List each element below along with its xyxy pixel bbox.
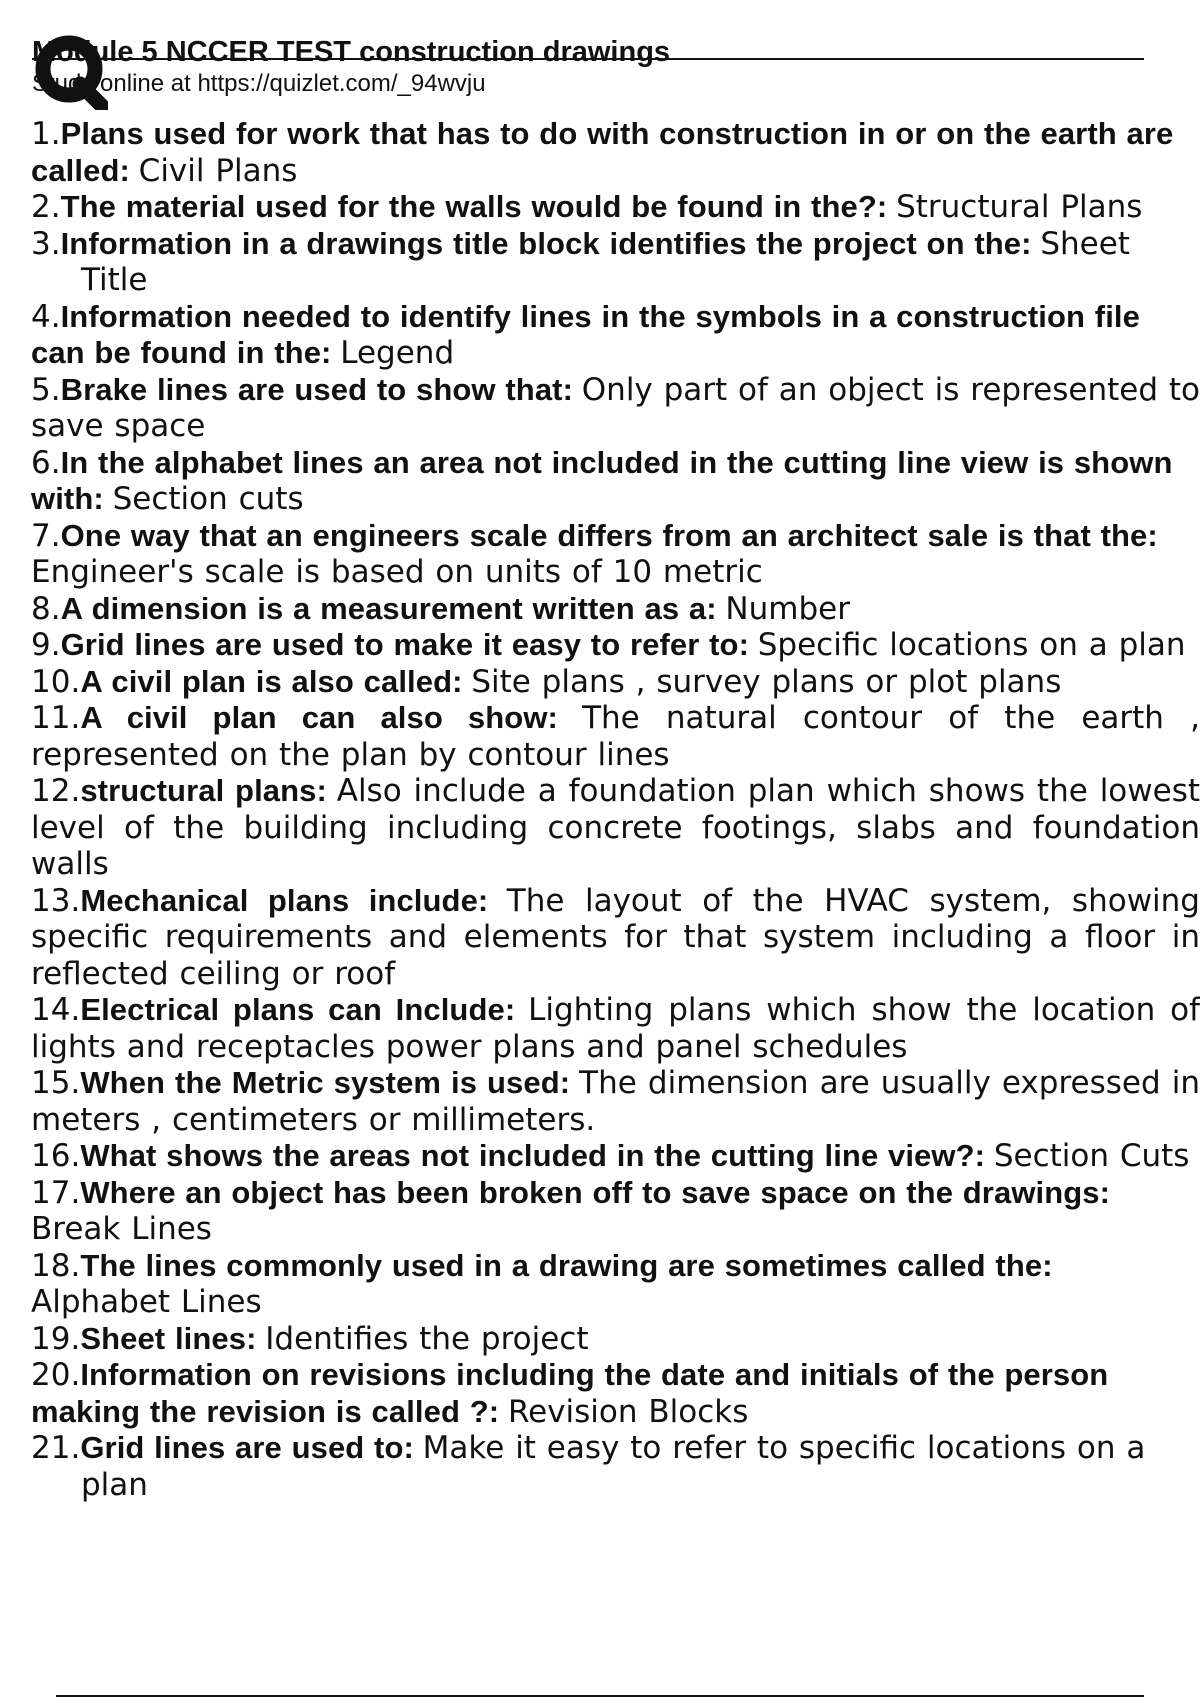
item-number: 1.: [31, 116, 61, 152]
question-item-21: [31, 1430, 1200, 1503]
question-text: The material used for the walls would be found in the?:: [60, 189, 888, 224]
footer-rule: [56, 1695, 1144, 1697]
document-title: Module 5 NCCER TEST construction drawings: [32, 36, 671, 68]
question-text: A civil plan is also called:: [80, 663, 463, 699]
item-number: 17.: [31, 1174, 81, 1211]
question-item-7: [31, 518, 1200, 591]
item-number: 12.: [31, 773, 81, 809]
question-item-17: [31, 1175, 1200, 1248]
question-item-15: [31, 1065, 1200, 1138]
question-text: In the alphabet lines an area not included in the cutting line view is shown with:: [31, 444, 1173, 516]
answer-text: Sheet Title: [81, 225, 1130, 298]
item-number: 6.: [31, 444, 61, 481]
question-text: Plans used for work that has to do with construction in or on the earth are called:: [31, 116, 1174, 188]
question-item-3: [31, 226, 1200, 299]
question-list: [31, 116, 1200, 1503]
question-item-14: [31, 992, 1200, 1065]
question-text: Where an object has been broken off to save space on the drawings:: [80, 1174, 1111, 1210]
question-item-2: [31, 189, 1200, 226]
item-number: 4.: [31, 298, 61, 335]
answer-text: Break Lines: [31, 1211, 212, 1247]
item-number: 21.: [31, 1430, 81, 1466]
question-text: A civil plan can also show:: [80, 700, 558, 735]
answer-text: The dimension are usually expressed in meters , centimeters or millimeters.: [31, 1065, 1200, 1138]
item-number: 3.: [31, 225, 61, 262]
answer-text: Section Cuts: [993, 1138, 1190, 1174]
question-item-12: [31, 773, 1200, 883]
question-item-5: [31, 372, 1200, 445]
question-text: Mechanical plans include:: [80, 882, 489, 918]
question-item-8: [31, 591, 1200, 628]
item-number: 16.: [31, 1138, 81, 1174]
question-text: One way that an engineers scale differs from an architect sale is that the:: [60, 517, 1158, 553]
question-text: Sheet lines:: [80, 1320, 257, 1356]
question-item-4: [31, 299, 1200, 372]
question-text: Electrical plans can Include:: [80, 992, 516, 1027]
item-number: 8.: [31, 590, 61, 627]
answer-text: Alphabet Lines: [31, 1284, 262, 1320]
question-text: Information on revisions including the date and initials of the person making the revision is called ?:: [31, 1357, 1109, 1429]
title-underline: [32, 58, 1144, 60]
item-number: 5.: [31, 371, 61, 408]
question-text: Grid lines are used to make it easy to refer to:: [60, 627, 749, 662]
item-number: 18.: [31, 1247, 81, 1284]
question-item-18: [31, 1248, 1200, 1321]
item-number: 14.: [31, 992, 81, 1028]
question-text: Information in a drawings title block identifies the project on the:: [60, 225, 1032, 261]
answer-text: Make it easy to refer to specific locations on a plan: [81, 1430, 1146, 1503]
answer-text: Engineer's scale is based on units of 10 metric: [31, 554, 763, 590]
answer-text: Civil Plans: [138, 152, 298, 189]
question-text: When the Metric system is used:: [80, 1065, 571, 1100]
question-item-9: [31, 627, 1200, 664]
question-item-1: [31, 116, 1200, 189]
item-number: 13.: [31, 882, 81, 919]
answer-text: Identifies the project: [265, 1320, 589, 1357]
question-item-16: [31, 1138, 1200, 1175]
question-text: Grid lines are used to:: [80, 1430, 414, 1465]
answer-text: Section cuts: [112, 481, 304, 517]
question-item-10: [31, 664, 1200, 701]
item-number: 11.: [31, 700, 81, 736]
answer-text: Number: [725, 590, 850, 627]
answer-text: Specific locations on a plan: [757, 627, 1186, 663]
item-number: 2.: [31, 189, 61, 225]
item-number: 15.: [31, 1065, 81, 1101]
question-text: structural plans:: [80, 773, 327, 808]
question-item-20: [31, 1357, 1200, 1430]
question-text: What shows the areas not included in the cutting line view?:: [80, 1138, 986, 1173]
item-number: 20.: [31, 1357, 81, 1393]
answer-text: Revision Blocks: [507, 1393, 749, 1430]
answer-text: Site plans , survey plans or plot plans: [471, 663, 1062, 700]
question-text: Brake lines are used to show that:: [60, 371, 574, 407]
question-text: A dimension is a measurement written as a:: [60, 590, 717, 626]
answer-text: The natural contour of the earth , represented on the plan by contour lines: [31, 700, 1200, 773]
question-item-6: [31, 445, 1200, 518]
answer-text: The layout of the HVAC system, showing specific requirements and elements for that system including a floor in reflected ceiling or roof: [31, 882, 1200, 992]
question-item-13: [31, 883, 1200, 993]
item-number: 9.: [31, 627, 61, 663]
answer-text: Only part of an object is represented to save space: [31, 371, 1200, 444]
question-text: Information needed to identify lines in the symbols in a construction file can be found in the:: [31, 298, 1140, 370]
question-item-11: [31, 700, 1200, 773]
answer-text: Structural Plans: [896, 189, 1143, 225]
answer-text: Legend: [340, 335, 455, 371]
study-online-line: Study online at https://quizlet.com/_94wvju: [32, 70, 486, 97]
question-text: The lines commonly used in a drawing are sometimes called the:: [80, 1247, 1053, 1283]
item-number: 7.: [31, 517, 61, 554]
answer-text: Also include a foundation plan which shows the lowest level of the building including concrete footings, slabs and foundation walls: [31, 773, 1200, 882]
item-number: 19.: [31, 1320, 81, 1357]
item-number: 10.: [31, 663, 81, 700]
answer-text: Lighting plans which show the location of lights and receptacles power plans and panel schedules: [31, 992, 1200, 1065]
question-item-19: [31, 1321, 1200, 1358]
